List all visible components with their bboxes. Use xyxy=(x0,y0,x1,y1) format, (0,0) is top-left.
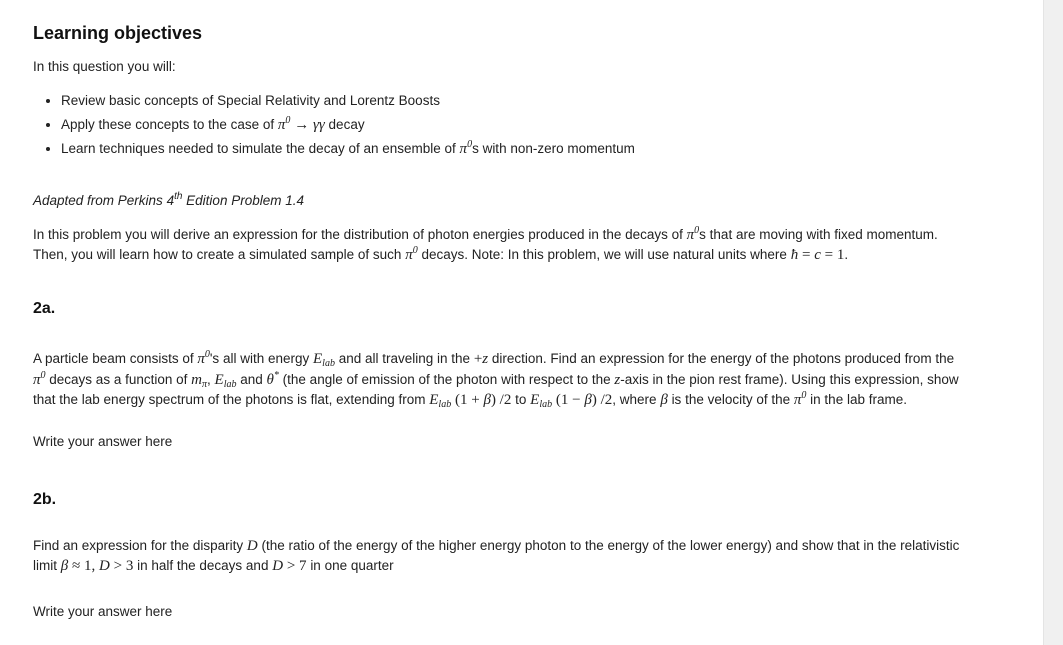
part-b-line-2: limit β ≈ 1, D > 3 in half the decays and D > 7 in one quarter xyxy=(33,558,394,574)
part-a-line-1: A particle beam consists of $\pi^0's$ all with energy $E_{lab}$ and all traveling in the +z direction. Find an expression for the energy of the photons produced from the xyxy=(33,349,955,369)
part-a-line-2: $\pi^0$ decays as a function of $m_\pi$, $E_{lab}$ and θ* (the angle of emission of the photon with respect to the z-axis in the pion rest frame). Using this expression, show xyxy=(33,370,959,390)
objectives-list xyxy=(33,91,635,159)
list-item: • Learn techniques needed to simulate the decay of an ensemble of $\pi^0s$ with non-zero momentum xyxy=(61,135,635,159)
part-a-line-3: that the lab energy spectrum of the photons is flat, extending from $E_{lab}$ (1 + β) /2 to $E_{lab}$ (1 − β) /2, where β is the velocity of the $\pi^0$ in the lab frame. xyxy=(33,390,907,410)
source-citation: Adapted from Perkins 4th Edition Problem 1.4 xyxy=(33,191,304,208)
part-b-line-1: Find an expression for the disparity D (the ratio of the energy of the higher energy photon to the energy of the lower energy) and show that in the relativistic xyxy=(33,538,960,554)
part-b-heading: 2b. xyxy=(33,491,57,508)
list-item: • Review basic concepts of Special Relativity and Lorentz Boosts xyxy=(61,91,635,111)
overview-line-1: In this problem you will derive an expression for the distribution of photon energies produced in the decays of $\pi^0s$ that are moving with fixed momentum. xyxy=(33,225,938,243)
page-title: Learning objectives xyxy=(33,23,203,43)
list-item: • Apply these concepts to the case of $\pi^0 \to \gamma\gamma$ decay xyxy=(61,111,635,135)
intro-text: In this question you will: xyxy=(33,59,176,74)
part-b-answer-field[interactable]: Write your answer here xyxy=(33,604,173,619)
math-expression: $\pi^0$ xyxy=(459,139,473,157)
part-a-heading: 2a. xyxy=(33,300,56,317)
part-a-answer-field[interactable]: Write your answer here xyxy=(33,434,173,449)
math-expression: $\pi^0$ xyxy=(277,115,291,133)
math-expression: γγ xyxy=(312,117,325,133)
vertical-scrollbar[interactable] xyxy=(1043,0,1063,645)
overview-line-2: Then, you will learn how to create a simulated sample of such $\pi^0$ decays. Note: In this problem, we will use natural units where ħ = c = 1. xyxy=(33,245,849,263)
